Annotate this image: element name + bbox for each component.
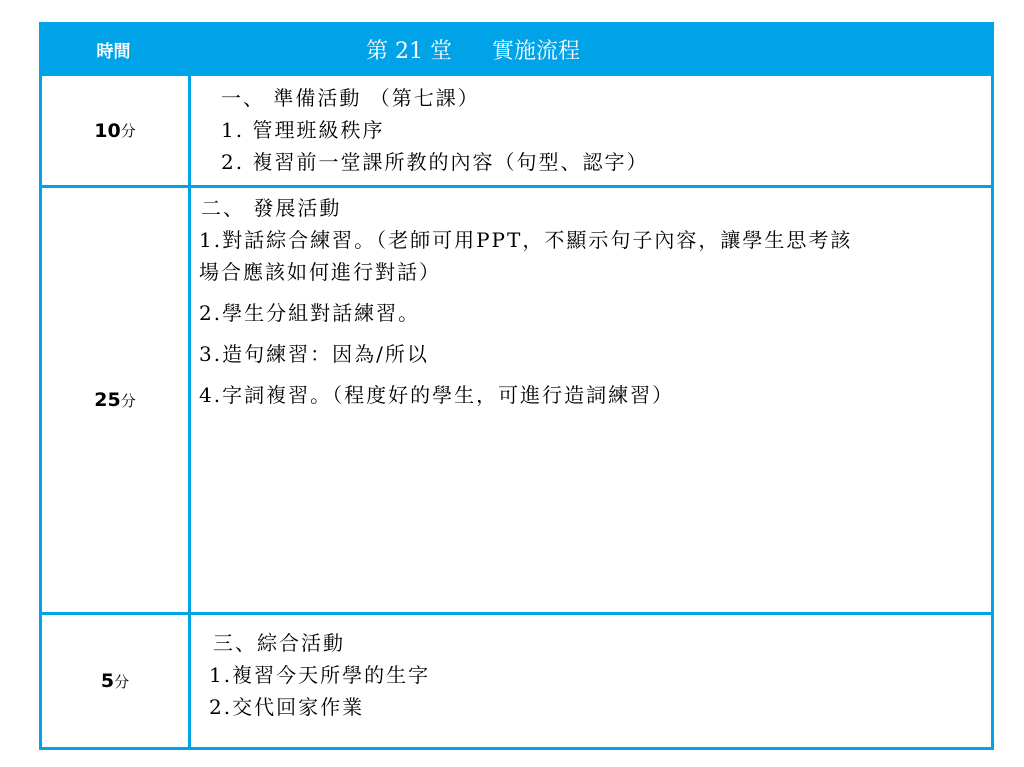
duration-cell bbox=[42, 76, 191, 185]
table-row-summary bbox=[39, 615, 994, 750]
duration-value: 10 bbox=[94, 119, 121, 142]
activity-item: 1.複習今天所學的生字 bbox=[209, 663, 431, 687]
section-title: 一、 準備活動 （第七課） bbox=[221, 86, 480, 110]
lesson-plan-table bbox=[39, 22, 994, 750]
activity-cell bbox=[191, 615, 991, 747]
lesson-number-label: 第 21 堂 bbox=[366, 38, 452, 64]
activity-item: 4.字詞複習。（程度好的學生，可進行造詞練習） bbox=[199, 383, 675, 407]
table-header bbox=[39, 22, 994, 76]
time-column-header: 時間 bbox=[96, 41, 131, 62]
section-title: 二、 發展活動 bbox=[201, 196, 342, 220]
duration-unit: 分 bbox=[120, 122, 136, 140]
flow-label: 實施流程 bbox=[491, 38, 580, 64]
activity-item: 3.造句練習：因為/所以 bbox=[199, 342, 429, 366]
duration-value: 5 bbox=[100, 670, 115, 692]
activity-item: 1. 管理班級秩序 bbox=[221, 118, 385, 142]
duration-cell bbox=[42, 188, 191, 612]
duration-cell bbox=[42, 615, 191, 747]
table-row-development bbox=[39, 188, 994, 615]
activity-item: 2. 複習前一堂課所教的內容（句型、認字） bbox=[221, 150, 649, 174]
activity-item-continued: 場合應該如何進行對話） bbox=[199, 260, 441, 284]
table-row-preparation bbox=[39, 76, 994, 188]
activity-item: 1.對話綜合練習。（老師可用PPT，不顯示句子內容，讓學生思考該 bbox=[199, 228, 853, 252]
duration-unit: 分 bbox=[114, 672, 130, 691]
duration-value: 25 bbox=[94, 389, 121, 411]
activity-cell bbox=[191, 76, 991, 185]
activity-cell bbox=[191, 188, 991, 612]
activity-item: 2.學生分組對話練習。 bbox=[199, 301, 421, 325]
activity-item: 2.交代回家作業 bbox=[209, 695, 365, 719]
flow-column-header bbox=[188, 22, 994, 76]
section-title: 三、綜合活動 bbox=[213, 631, 345, 655]
duration-unit: 分 bbox=[120, 391, 136, 410]
